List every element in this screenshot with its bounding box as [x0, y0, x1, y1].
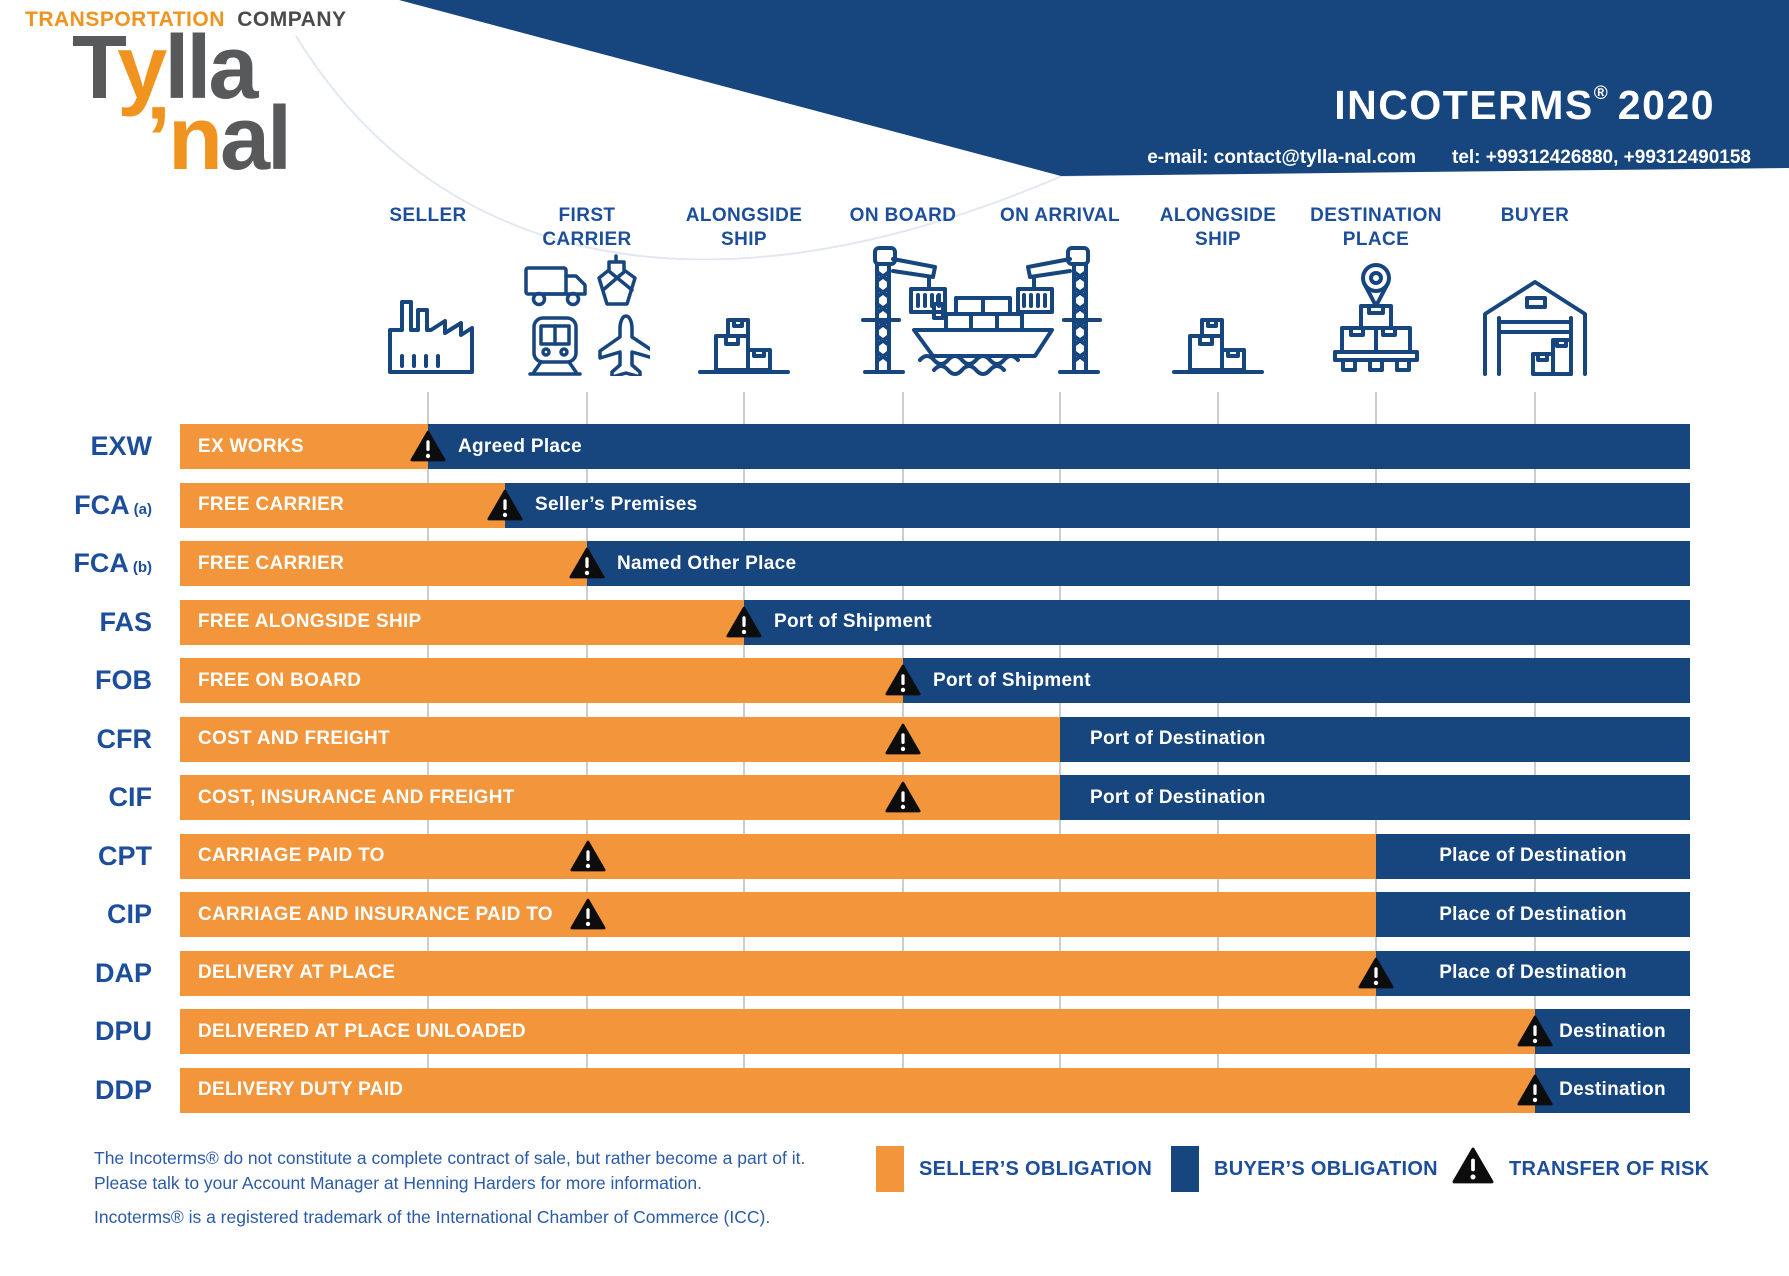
seller-bar-label: FREE CARRIER: [198, 552, 345, 574]
boxes-icon: [1170, 312, 1266, 376]
buyer-bar: [903, 658, 1690, 703]
footer-line-1: The Incoterms® do not constitute a complete contract of sale, but rather become a part of it.: [94, 1148, 806, 1168]
contact-info: [1147, 147, 1751, 169]
column-header-buyer: [1435, 204, 1635, 228]
risk-triangle-icon: [1517, 1015, 1553, 1048]
buyer-bar-label: Destination: [1559, 1020, 1666, 1042]
column-header-line: SELLER: [389, 205, 467, 226]
legend-item-transfer-of-risk: [1452, 1146, 1709, 1192]
seller-bar-label: DELIVERED AT PLACE UNLOADED: [198, 1020, 526, 1042]
row-code: FCA (b): [73, 548, 152, 578]
seller-bar-label: COST, INSURANCE AND FREIGHT: [198, 786, 515, 808]
seller-bar-label: DELIVERY AT PLACE: [198, 962, 396, 983]
buyer-bar-label: Port of Destination: [1090, 728, 1266, 749]
legend-item-seller-obligation: [876, 1146, 1152, 1192]
column-header-line: DESTINATION: [1310, 205, 1442, 226]
buyer-bar: [1376, 834, 1690, 879]
seller-bar-label: FREE CARRIER: [198, 494, 345, 515]
seller-bar-label: CARRIAGE PAID TO: [198, 845, 385, 866]
logo-line-1: Tylla: [72, 18, 256, 118]
buyer-bar: [587, 541, 1690, 586]
row-code: DPU: [94, 1016, 152, 1046]
legend-label: BUYER’S OBLIGATION: [1214, 1157, 1438, 1180]
buyer-bar-label: Port of Shipment: [933, 669, 1091, 691]
row-code: FCA (a): [74, 489, 152, 520]
column-header-line: ALONGSIDE: [685, 205, 803, 226]
factory-icon: [382, 294, 474, 376]
boxes-icon: [696, 312, 792, 376]
buyer-bar-label: Place of Destination: [1439, 903, 1627, 925]
buyer-bar-label: Port of Destination: [1090, 786, 1266, 808]
seller-bar: [180, 1009, 1535, 1054]
buyer-bar-label: Destination: [1559, 1079, 1666, 1100]
risk-triangle-icon: [1358, 957, 1394, 990]
cargo-ship-icon: [908, 292, 1058, 376]
footer-note: [94, 1146, 805, 1230]
column-header-line: ON BOARD: [849, 205, 957, 226]
buyer-bar: [1376, 892, 1690, 937]
row-code: CIP: [106, 899, 152, 929]
risk-triangle-icon: [570, 840, 606, 873]
buyer-swatch: [1171, 1146, 1199, 1192]
warehouse-icon: [1475, 274, 1595, 376]
row-code: DAP: [94, 957, 152, 988]
seller-bar: [180, 541, 587, 586]
seller-bar: [180, 424, 428, 469]
risk-triangle-icon: [1517, 1074, 1553, 1107]
seller-bar: [180, 892, 1376, 937]
seller-bar-label: EX WORKS: [198, 435, 304, 457]
vehicles-icon: [524, 254, 650, 376]
risk-triangle-icon: [487, 489, 523, 522]
buyer-bar: [744, 600, 1690, 645]
buyer-bar: [1535, 1009, 1690, 1054]
page-title: [1334, 82, 1715, 129]
row-code: DDP: [94, 1074, 152, 1105]
seller-bar: [180, 717, 1060, 762]
row-code: CPT: [98, 840, 152, 871]
brand-logo: [72, 18, 290, 189]
seller-bar-label: COST AND FREIGHT: [198, 728, 390, 749]
seller-bar: [180, 834, 1376, 879]
contact-email: e-mail: contact@tylla-nal.com: [1147, 147, 1416, 168]
buyer-bar-label: Place of Destination: [1439, 962, 1627, 983]
seller-bar-label: FREE ALONGSIDE SHIP: [198, 611, 422, 632]
contact-phone: tel: +99312426880, +99312490158: [1452, 147, 1751, 168]
buyer-bar: [505, 483, 1690, 528]
buyer-bar-label: Seller’s Premises: [535, 494, 698, 515]
row-code: FOB: [95, 665, 152, 695]
seller-bar: [180, 1068, 1535, 1113]
seller-bar-label: DELIVERY DUTY PAID: [198, 1079, 404, 1100]
column-header-line: SHIP: [1195, 229, 1241, 250]
seller-swatch: [876, 1146, 904, 1192]
risk-triangle-icon: [726, 606, 762, 639]
column-header-line: BUYER: [1500, 205, 1570, 226]
pallet-pin-icon: [1321, 258, 1431, 376]
tagline-transportation: TRANSPORTATION: [25, 8, 225, 31]
column-header-line: SHIP: [721, 229, 767, 250]
seller-bar-label: FREE ON BOARD: [198, 669, 362, 691]
title-year: 2020: [1617, 82, 1715, 128]
row-code: CFR: [96, 723, 152, 754]
row-code: FAS: [99, 606, 152, 637]
column-header-line: CARRIER: [542, 229, 632, 250]
legend-label: TRANSFER OF RISK: [1509, 1157, 1710, 1180]
column-header-line: ON ARRIVAL: [999, 205, 1121, 226]
footer-line-2: Please talk to your Account Manager at Henning Harders for more information.: [94, 1173, 702, 1193]
risk-triangle-icon: [1452, 1147, 1494, 1191]
seller-bar: [180, 775, 1060, 820]
buyer-bar: [1060, 717, 1690, 762]
logo-line-2: ’nal: [146, 89, 290, 189]
column-header-line: FIRST: [558, 205, 616, 226]
risk-triangle-icon: [570, 898, 606, 931]
footer-line-3: Incoterms® is a registered trademark of the International Chamber of Commerce (ICC).: [94, 1207, 771, 1227]
buyer-bar-label: Port of Shipment: [774, 611, 932, 632]
seller-bar: [180, 951, 1376, 996]
seller-bar-label: CARRIAGE AND INSURANCE PAID TO: [198, 903, 553, 925]
risk-triangle-icon: [885, 723, 921, 756]
row-code: EXW: [90, 431, 152, 461]
title-main: INCOTERMS: [1334, 82, 1594, 128]
buyer-bar-label: Place of Destination: [1439, 845, 1627, 866]
seller-bar: [180, 600, 744, 645]
buyer-bar-label: Agreed Place: [458, 435, 582, 457]
risk-triangle-icon: [410, 430, 446, 463]
column-header-line: ALONGSIDE: [1159, 205, 1277, 226]
buyer-bar: [1535, 1068, 1690, 1113]
risk-triangle-icon: [885, 781, 921, 814]
buyer-bar: [428, 424, 1690, 469]
risk-triangle-icon: [569, 547, 605, 580]
buyer-bar: [1060, 775, 1690, 820]
row-code: CIF: [108, 782, 152, 812]
legend-item-buyer-obligation: [1171, 1146, 1438, 1192]
title-registered-mark: ®: [1593, 83, 1608, 104]
buyer-bar-label: Named Other Place: [617, 552, 797, 574]
seller-bar: [180, 658, 903, 703]
buyer-bar: [1376, 951, 1690, 996]
seller-bar: [180, 483, 505, 528]
column-header-line: PLACE: [1342, 229, 1410, 250]
tagline-company: COMPANY: [237, 8, 347, 31]
risk-triangle-icon: [885, 664, 921, 697]
legend-label: SELLER’S OBLIGATION: [919, 1157, 1153, 1180]
